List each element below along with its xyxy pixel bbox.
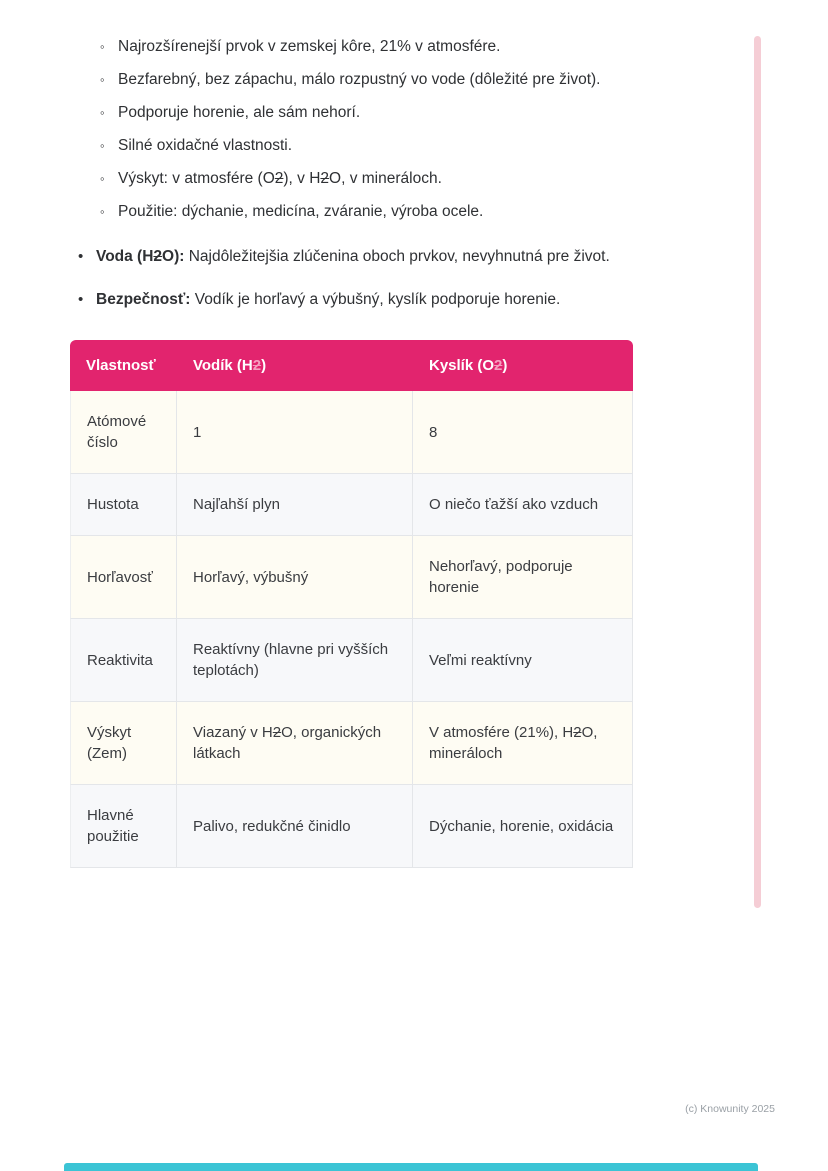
circle-bullet-icon: ◦ [100, 204, 105, 219]
text-segment: 2 [272, 724, 282, 741]
table-cell [177, 474, 413, 536]
main-bullet-list [78, 246, 738, 332]
text-segment: 2 [320, 170, 330, 187]
list-item [100, 201, 720, 222]
list-item-text [118, 168, 720, 189]
list-item [100, 36, 720, 57]
list-item-text [118, 69, 720, 90]
text-segment: Voda (H [96, 248, 154, 265]
list-item [78, 246, 738, 267]
list-item [100, 102, 720, 123]
disc-bullet-icon: • [78, 291, 84, 308]
comparison-table [70, 340, 633, 868]
table-cell [70, 619, 177, 702]
table-row [70, 785, 633, 868]
text-segment: Použitie: dýchanie, medicína, zváranie, výroba ocele. [118, 203, 484, 220]
disc-bullet-icon: • [78, 248, 84, 265]
list-item [100, 69, 720, 90]
circle-bullet-icon: ◦ [100, 105, 105, 120]
table-row [70, 391, 633, 474]
text-segment: Bezpečnosť: [96, 291, 191, 308]
page-edge-strip [754, 36, 761, 908]
table-cell [177, 391, 413, 474]
text-segment: V atmosfére (21%), H [429, 724, 574, 741]
table-header-cell [70, 340, 177, 391]
table-cell [413, 536, 633, 619]
table-row [70, 702, 633, 785]
text-segment: O niečo ťažší ako vzduch [429, 496, 599, 513]
text-segment: 8 [429, 423, 438, 441]
text-segment: Výskyt (Zem) [87, 724, 132, 762]
table-row [70, 474, 633, 536]
text-segment: Bezfarebný, bez zápachu, málo rozpustný vo vode (dôležité pre život). [118, 71, 601, 88]
circle-bullet-icon: ◦ [100, 72, 105, 87]
list-item [100, 135, 720, 156]
text-segment: Najrozšírenejší prvok v zemskej kôre, 21% v atmosfére. [118, 38, 501, 55]
text-segment: Najľahší plyn [193, 496, 280, 513]
text-segment: Dýchanie, horenie, oxidácia [429, 817, 614, 835]
list-item-text [118, 102, 720, 123]
text-segment: ) [502, 357, 508, 374]
text-segment: 1 [193, 423, 202, 441]
text-segment: Hustota [87, 496, 139, 513]
text-segment: ), v H [283, 170, 321, 187]
text-segment: Silné oxidačné vlastnosti. [118, 137, 293, 154]
text-segment: 2 [153, 248, 163, 265]
text-segment: Nehorľavý, podporuje horenie [429, 558, 573, 596]
table-cell [413, 474, 633, 536]
text-segment: O, mineráloch [429, 724, 598, 762]
table-cell [70, 474, 177, 536]
text-segment: Výskyt: v atmosfére (O [118, 170, 275, 187]
table-cell [70, 391, 177, 474]
text-segment: 2 [274, 170, 284, 187]
text-segment: Reaktívny (hlavne pri vyšších teplotách) [193, 641, 389, 679]
table-cell [70, 702, 177, 785]
table-cell [177, 619, 413, 702]
table-cell [177, 785, 413, 868]
text-segment: Vodík (H [193, 357, 253, 374]
list-item-text [96, 246, 738, 267]
table-cell [413, 619, 633, 702]
table-header-cell [177, 340, 413, 391]
text-segment: 2 [573, 724, 582, 741]
text-segment: Atómové číslo [87, 413, 147, 451]
list-item-text [96, 289, 738, 310]
text-segment: Vodík je horľavý a výbušný, kyslík podporuje horenie. [190, 291, 561, 308]
sub-bullet-list [100, 36, 720, 234]
circle-bullet-icon: ◦ [100, 171, 105, 186]
table-header-row [70, 340, 633, 391]
text-segment: O, organických látkach [193, 724, 382, 762]
list-item-text [118, 135, 720, 156]
circle-bullet-icon: ◦ [100, 138, 105, 153]
text-segment: ) [261, 357, 267, 374]
text-segment: Hlavné použitie [87, 807, 139, 845]
table-row [70, 536, 633, 619]
table-header-cell [413, 340, 633, 391]
table-cell [177, 536, 413, 619]
text-segment: Horľavosť [87, 568, 153, 586]
text-segment: O): [162, 248, 185, 265]
table-cell [413, 785, 633, 868]
text-segment: O, v mineráloch. [329, 170, 442, 187]
text-segment: 2 [494, 357, 503, 374]
text-segment: Palivo, redukčné činidlo [193, 817, 351, 835]
table-cell [70, 536, 177, 619]
text-segment: Viazaný v H [193, 724, 273, 741]
table-row [70, 619, 633, 702]
list-item [100, 168, 720, 189]
text-segment: Vlastnosť [86, 357, 156, 374]
bottom-accent-bar [64, 1163, 758, 1171]
list-item-text [118, 36, 720, 57]
text-segment: 2 [252, 357, 262, 374]
text-segment: Kyslík (O [429, 357, 495, 374]
table-cell [177, 702, 413, 785]
list-item [78, 289, 738, 310]
text-segment: Veľmi reaktívny [429, 651, 532, 669]
text-segment: Reaktivita [87, 651, 153, 669]
table-cell [413, 391, 633, 474]
copyright-text: (c) Knowunity 2025 [685, 1103, 775, 1115]
text-segment: Podporuje horenie, ale sám nehorí. [118, 104, 361, 121]
table-cell [70, 785, 177, 868]
list-item-text [118, 201, 720, 222]
circle-bullet-icon: ◦ [100, 39, 105, 54]
text-segment: Horľavý, výbušný [193, 568, 309, 586]
table-cell [413, 702, 633, 785]
text-segment: Najdôležitejšia zlúčenina oboch prvkov, nevyhnutná pre život. [184, 248, 610, 265]
